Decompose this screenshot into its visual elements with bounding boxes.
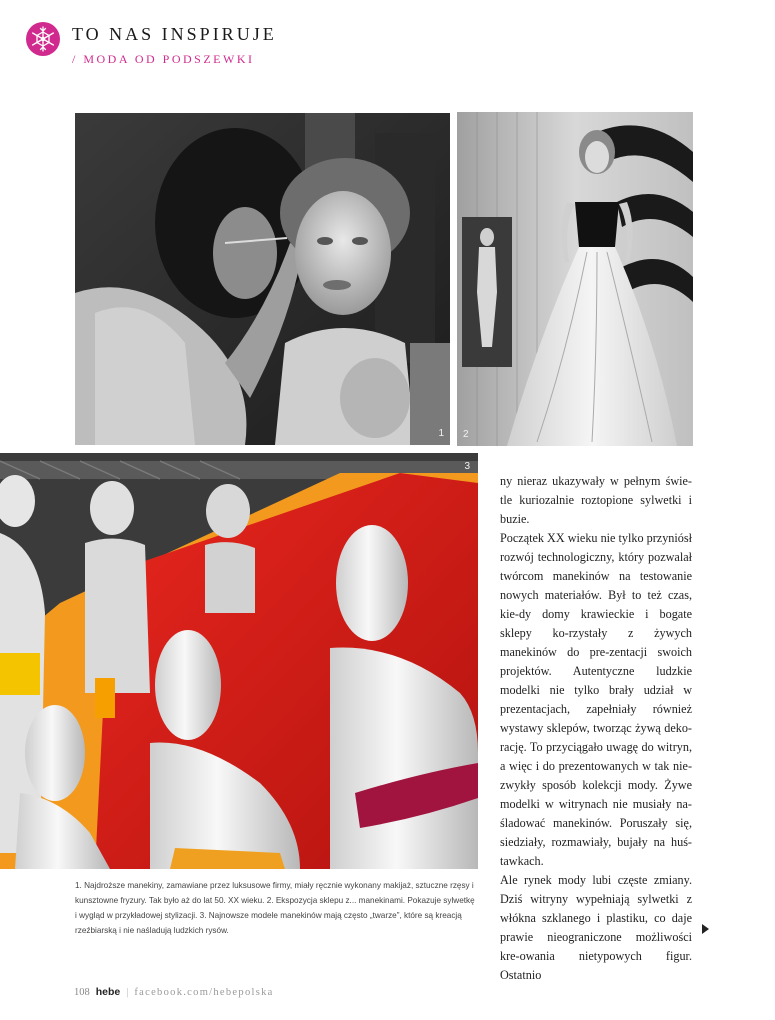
photo-modern-mannequins: [0, 453, 478, 869]
photo-number-3: 3: [464, 461, 470, 472]
brand-logo: hebe: [95, 986, 121, 998]
photo-caption: 1. Najdroższe manekiny, zamawiane przez luksusowe firmy, miały ręcznie wykonany makijaż, sztuczne rzęsy i kunsztowne fryzury. Tak było aż do lat 50. XX wieku. 2. Ekspozycja sklepu z... manekinami. Pokazuje sylwetkę i wygląd w przykładowej stylizacji. 3. Najnowsze modele manekinów mają często „twarze”, które są kreacją rzeźbiarską i nie naśladują ludzkich rysów.: [75, 881, 475, 935]
article-body: [500, 472, 692, 985]
continue-arrow-icon: [702, 924, 709, 934]
article-paragraph: Początek XX wieku nie tylko przyniósł rozwój technologiczny, który pozwalał twórcom manekinów na testowanie nowych materiałów. Był to też czas, kie-dy domy krawieckie i bogate sklepy ko-rzystały z żywych manekinów do pre-zentacji swoich projektów. Autentyczne ludzkie modelki nie tylko brały udział w prezentacjach, zapełniały również wystawy sklepów, tworząc żywą deko-rację. To przyciągało uwagę do witryn, a więc i do prezentowanych w tak nie-zwykły sposób kolekcji mody. Żywe modelki w witrynach nie musiały na-śladować manekinów. Poruszały się, siedziały, rozmawiały, bujały na huś-tawkach.: [500, 531, 692, 868]
section-subtitle: / MODA OD PODSZEWKI: [72, 52, 255, 66]
section-title: TO NAS INSPIRUJE: [72, 24, 277, 44]
article-paragraph: ny nieraz ukazywały w pełnym świe-tle kuriozalnie roztopione sylwetki i buzie.: [500, 474, 692, 526]
page-number: 108: [74, 987, 90, 998]
footer-separator: |: [126, 987, 129, 998]
footer-url: facebook.com/hebepolska: [134, 987, 274, 998]
page-footer: [74, 986, 274, 998]
photo-mannequin-makeup: [75, 113, 450, 445]
photo-number-1: 1: [438, 428, 444, 439]
snowflake-icon: [26, 22, 60, 56]
article-paragraph: Ale rynek mody lubi częste zmiany. Dziś witryny wypełniają sylwetki z włókna szklanego i plastiku, co daje prawie nieograniczone możliwości kre-owania nietypowych figur. Ostatnio: [500, 873, 692, 982]
photo-number-2: 2: [463, 429, 469, 440]
photo-shop-exhibition: [457, 112, 693, 446]
